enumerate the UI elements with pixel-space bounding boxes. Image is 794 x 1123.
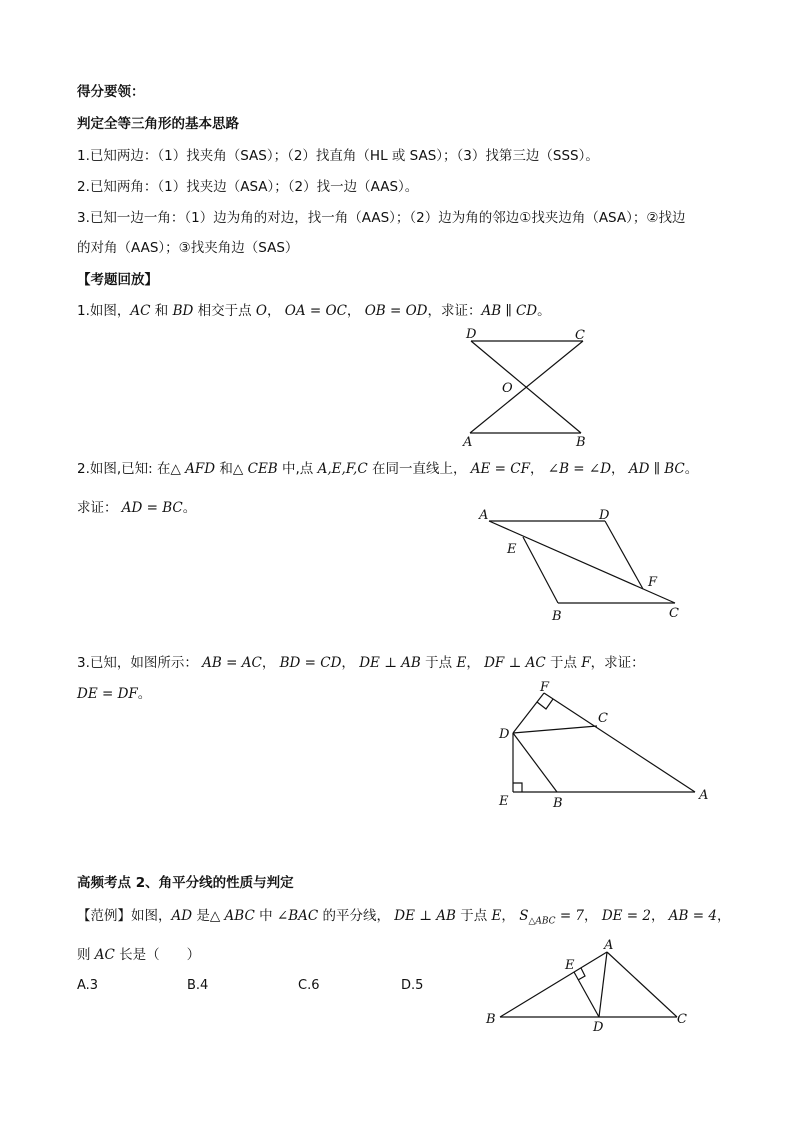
label-D: D [593, 1020, 604, 1035]
option-a[interactable]: A.3 [77, 978, 99, 993]
option-d[interactable]: D.5 [401, 978, 424, 993]
label-C: C [677, 1012, 687, 1027]
label-A: A [604, 938, 614, 953]
figure-3 [490, 680, 715, 815]
label-C: C [669, 606, 679, 621]
topic-2-title: 高频考点 2、角平分线的性质与判定 [77, 875, 294, 891]
question-2-goal: 求证： AD = BC。 [77, 500, 197, 516]
label-B: B [576, 435, 586, 450]
question-3: 3.已知，如图所示： AB = AC， BD = CD， DE ⊥ AB 于点 E， DF ⊥ AC 于点 F，求证： [77, 655, 645, 671]
label-A: A [699, 788, 709, 803]
label-E: E [507, 542, 517, 557]
label-C: C [575, 328, 585, 343]
figure-4 [480, 935, 695, 1035]
label-B: B [552, 609, 562, 624]
label-C: C [598, 711, 608, 726]
option-b[interactable]: B.4 [187, 978, 209, 993]
label-F: F [648, 575, 658, 590]
label-O: O [502, 381, 513, 396]
example-question: 【范例】如图，AD 是△ ABC 中 ∠BAC 的平分线， DE ⊥ AB 于点 E， $S_{\triangle ABC} = 7$， DE = 2， AB = 4， [77, 908, 731, 927]
tip-3-cont: 的对角（AAS）；③找夹角边（SAS） [77, 240, 299, 256]
figure-1 [455, 325, 600, 453]
option-c[interactable]: C.6 [298, 978, 320, 993]
question-1: 1.如图，AC 和 BD 相交于点 O， OA = OC， OB = OD，求证：AB ∥ CD。 [77, 303, 551, 319]
question-2: 2.如图,已知: 在△ AFD 和△ CEB 中,点 A,E,F,C 在同一直线上， AE = CF， ∠B = ∠D， AD ∥ BC。 [77, 461, 699, 477]
label-D: D [599, 508, 610, 523]
question-3-goal: DE = DF。 [77, 686, 152, 702]
label-F: F [540, 680, 550, 695]
label-A: A [463, 435, 473, 450]
section-title: 得分要领： [77, 84, 145, 100]
label-D: D [466, 327, 477, 342]
label-B: B [553, 796, 563, 811]
label-E: E [499, 794, 509, 809]
label-A: A [479, 508, 489, 523]
label-D: D [499, 727, 510, 742]
subtitle: 判定全等三角形的基本思路 [77, 116, 239, 132]
example-question-cont: 则 AC 长是（ ） [77, 947, 201, 963]
review-header: 【考题回放】 [77, 272, 158, 288]
tip-2: 2.已知两角：（1）找夹边（ASA）；（2）找一边（AAS）。 [77, 179, 419, 195]
label-E: E [565, 958, 575, 973]
tip-3: 3.已知一边一角：（1）边为角的对边，找一角（AAS）；（2）边为角的邻边①找夹边角（ASA）；②找边 [77, 210, 686, 226]
tip-1: 1.已知两边：（1）找夹角（SAS）；（2）找直角（HL 或 SAS）；（3）找第三边（SSS）。 [77, 148, 599, 164]
label-B: B [486, 1012, 496, 1027]
figure-2 [470, 500, 690, 625]
